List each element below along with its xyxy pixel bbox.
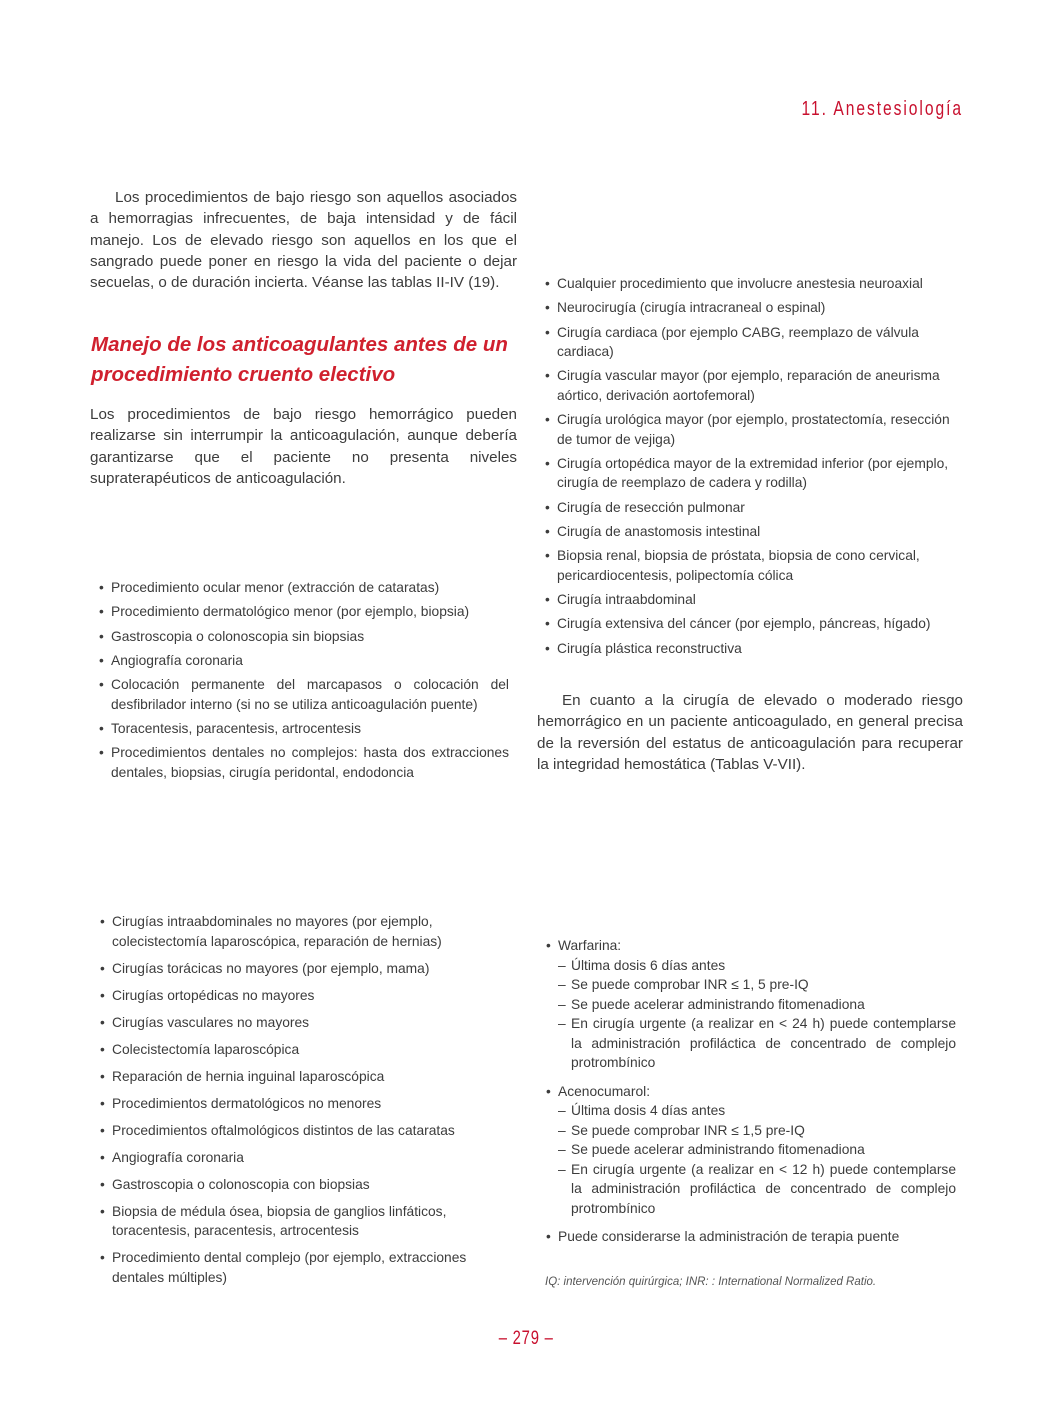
- page-number: [0, 1328, 1053, 1350]
- list-item: • Gastroscopia o colonoscopia con biopsias: [100, 1175, 510, 1195]
- list-item: • Cirugías ortopédicas no mayores: [100, 986, 510, 1006]
- list-item: • Biopsia renal, biopsia de próstata, biopsia de cono cervical, pericardiocentesis, polipectomía cólica: [545, 546, 955, 585]
- acenocoumarol-label: Acenocumarol:: [558, 1083, 651, 1099]
- list-item: – En cirugía urgente (a realizar en < 12 h) puede contemplarse la administración profiláctica de concentrado de complejo protrombínico: [558, 1160, 956, 1219]
- low-risk-list: [99, 578, 509, 787]
- list-item: • Cirugía ortopédica mayor de la extremidad inferior (por ejemplo, cirugía de reemplazo de cadera y rodilla): [545, 454, 955, 493]
- list-item: – Última dosis 4 días antes: [558, 1101, 956, 1121]
- list-item: • Procedimientos oftalmológicos distintos de las cataratas: [100, 1121, 510, 1141]
- list-item: • Procedimiento dermatológico menor (por ejemplo, biopsia): [99, 602, 509, 622]
- list-item: • Gastroscopia o colonoscopia sin biopsias: [99, 627, 509, 647]
- list-item: • Cirugía extensiva del cáncer (por ejemplo, páncreas, hígado): [545, 614, 955, 634]
- list-item: • Cirugía urológica mayor (por ejemplo, prostatectomía, resección de tumor de vejiga): [545, 410, 955, 449]
- section-paragraph: Los procedimientos de bajo riesgo hemorrágico pueden realizarse sin interrumpir la anticoagulación, aunque debería garantizarse que el paciente no presenta niveles supraterapéuticos de anticoagulación.: [90, 406, 517, 487]
- section-title: Manejo de los anticoagulantes antes de un procedimiento cruento electivo: [91, 333, 508, 386]
- list-item: • Procedimientos dentales no complejos: hasta dos extracciones dentales, biopsias, cirugía peridontal, endodoncia: [99, 743, 509, 782]
- list-item: • Toracentesis, paracentesis, artrocentesis: [99, 719, 509, 739]
- high-risk-paragraph: En cuanto a la cirugía de elevado o moderado riesgo hemorrágico en un paciente anticoagulado, en general precisa de la reversión del estatus de anticoagulación para recuperar la integridad hemostática (Tablas V-VII).: [537, 692, 963, 773]
- moderate-risk-list: [100, 912, 510, 1295]
- list-item: – Se puede comprobar INR ≤ 1, 5 pre-IQ: [558, 975, 956, 995]
- list-item: • Cirugía vascular mayor (por ejemplo, reparación de aneurisma aórtico, derivación aortofemoral): [545, 366, 955, 405]
- warfarin-sublist: [558, 956, 956, 1073]
- warfarin-label: Warfarina:: [558, 938, 622, 953]
- page-number-text: – 279 –: [499, 1328, 554, 1349]
- list-item: • Cirugía de anastomosis intestinal: [545, 522, 955, 542]
- list-item: • Procedimiento dental complejo (por ejemplo, extracciones dentales múltiples): [100, 1248, 510, 1287]
- list-item: • Cirugías torácicas no mayores (por ejemplo, mama): [100, 959, 510, 979]
- list-item: • Cirugía intraabdominal: [545, 590, 955, 610]
- list-item: • Cirugía de resección pulmonar: [545, 498, 955, 518]
- high-risk-list: [545, 274, 955, 663]
- list-item: • Cirugías vasculares no mayores: [100, 1013, 510, 1033]
- list-item: • Procedimientos dermatológicos no menores: [100, 1094, 510, 1114]
- list-item: • Reparación de hernia inguinal laparoscópica: [100, 1067, 510, 1087]
- list-item: • Neurocirugía (cirugía intracraneal o espinal): [545, 298, 955, 318]
- bridge-therapy-item: • Puede considerarse la administración de terapia puente: [546, 1227, 956, 1247]
- list-item: – Se puede comprobar INR ≤ 1,5 pre-IQ: [558, 1121, 956, 1141]
- anticoagulant-list: [546, 936, 956, 1256]
- acenocoumarol-item: [546, 1082, 956, 1219]
- list-item: • Cirugías intraabdominales no mayores (por ejemplo, colecistectomía laparoscópica, reparación de hernias): [100, 912, 510, 951]
- list-item: • Cirugía plástica reconstructiva: [545, 639, 955, 659]
- list-item: – Se puede acelerar administrando fitomenadiona: [558, 1140, 956, 1160]
- list-item: – Última dosis 6 días antes: [558, 956, 956, 976]
- list-item: • Biopsia de médula ósea, biopsia de ganglios linfáticos, toracentesis, paracentesis, artrocentesis: [100, 1202, 510, 1241]
- list-item: • Cualquier procedimiento que involucre anestesia neuroaxial: [545, 274, 955, 294]
- table-footnote: IQ: intervención quirúrgica; INR: : International Normalized Ratio.: [545, 1276, 877, 1288]
- list-item: • Colocación permanente del marcapasos o colocación del desfibrilador interno (si no se utiliza anticoagulación puente): [99, 675, 509, 714]
- intro-paragraph: Los procedimientos de bajo riesgo son aquellos asociados a hemorragias infrecuentes, de baja intensidad y de fácil manejo. Los de elevado riesgo son aquellos en los que el sangrado puede poner en riesgo la vida del paciente o dejar secuelas, o de duración incierta. Véanse las tablas II-IV (19).: [90, 189, 517, 292]
- list-item: – En cirugía urgente (a realizar en < 24 h) puede contemplarse la administración profiláctica de concentrado de complejo protrombínico: [558, 1014, 956, 1073]
- chapter-header: 11. Anestesiología: [801, 98, 963, 120]
- list-item: • Angiografía coronaria: [99, 651, 509, 671]
- warfarin-item: [546, 936, 956, 1073]
- list-item: – Se puede acelerar administrando fitomenadiona: [558, 995, 956, 1015]
- list-item: • Angiografía coronaria: [100, 1148, 510, 1168]
- list-item: • Procedimiento ocular menor (extracción de cataratas): [99, 578, 509, 598]
- list-item: • Cirugía cardiaca (por ejemplo CABG, reemplazo de válvula cardiaca): [545, 323, 955, 362]
- acenocoumarol-sublist: [558, 1101, 956, 1218]
- list-item: • Colecistectomía laparoscópica: [100, 1040, 510, 1060]
